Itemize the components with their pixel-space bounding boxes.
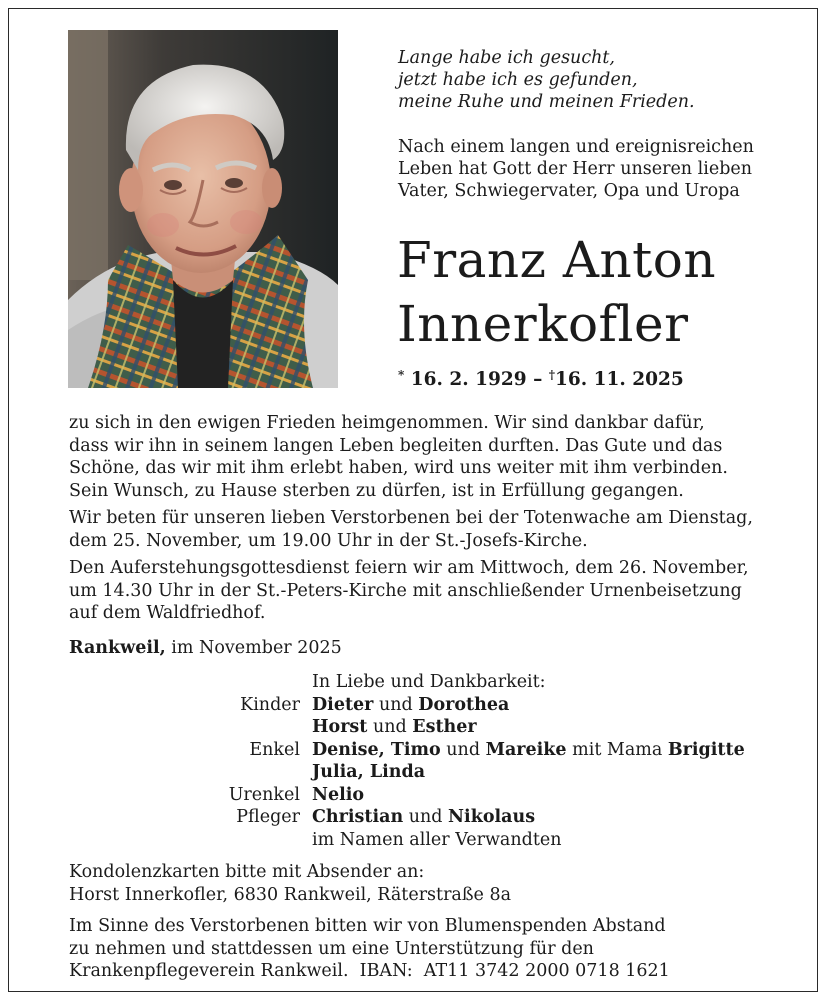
donation-line: zu nehmen und stattdessen um eine Unterstützung für den: [69, 938, 594, 959]
place-date: [69, 638, 342, 658]
intro-line: Vater, Schwiegervater, Opa und Uropa: [398, 181, 740, 201]
mourners-closing: im Namen aller Verwandten: [312, 829, 562, 850]
birth-date: 16. 2. 1929: [410, 369, 527, 390]
body-line: auf dem Waldfriedhof.: [69, 603, 266, 623]
mourner-row-enkel-2: [0, 761, 826, 784]
mourner-names: Julia, Linda: [312, 762, 426, 782]
role-label: Urenkel: [228, 784, 300, 805]
place-city: Rankweil,: [69, 638, 166, 658]
mourner-names: Denise, Timo und Mareike mit Mama Brigitte: [312, 739, 745, 760]
obituary-body: [69, 412, 759, 630]
role-label: Pfleger: [236, 807, 300, 827]
intro-text: [398, 136, 754, 202]
paragraph-service: [69, 557, 759, 625]
mourner-row-enkel: [0, 739, 826, 762]
poem-line: Lange habe ich gesucht,: [398, 48, 615, 68]
birth-symbol: *: [398, 368, 405, 382]
mourner-row-kinder-2: [0, 716, 826, 739]
death-symbol: †: [548, 368, 556, 382]
condolence-line: Kondolenzkarten bitte mit Absender an:: [69, 862, 425, 882]
body-line: Sein Wunsch, zu Hause sterben zu dürfen, ist in Erfüllung gegangen.: [69, 480, 684, 501]
intro-line: Nach einem langen und ereignisreichen: [398, 137, 754, 157]
body-line: Den Auferstehungsgottesdienst feiern wir am Mittwoch, dem 26. November,: [69, 558, 749, 578]
mourners-list: [0, 671, 826, 851]
condolence-address: Horst Innerkofler, 6830 Rankweil, Räterstraße 8a: [69, 884, 512, 905]
mourners-heading: In Liebe und Dankbarkeit:: [312, 672, 546, 692]
mourners-closing-row: [0, 829, 826, 852]
mourner-row-kinder: [0, 694, 826, 717]
poem: [398, 47, 695, 113]
life-dates: [398, 368, 684, 390]
footer-notes: [69, 861, 670, 983]
intro-line: Leben hat Gott der Herr unseren lieben: [398, 159, 753, 179]
mourner-names: Nelio: [312, 784, 365, 805]
mourner-row-pfleger: [0, 806, 826, 829]
donation-line: Im Sinne des Verstorbenen bitten wir von Blumenspenden Abstand: [69, 916, 666, 936]
mourner-names: Dieter und Dorothea: [312, 694, 510, 715]
first-name: Franz Anton: [397, 231, 717, 289]
mourner-names: Christian und Nikolaus: [312, 807, 536, 827]
body-line: zu sich in den ewigen Frieden heimgenommen. Wir sind dankbar dafür,: [69, 413, 705, 433]
death-date: 16. 11. 2025: [555, 369, 684, 390]
deceased-name: [397, 228, 716, 356]
body-line: dem 25. November, um 19.00 Uhr in der St.-Josefs-Kirche.: [69, 530, 588, 551]
poem-line: jetzt habe ich es gefunden,: [398, 70, 638, 90]
body-line: Wir beten für unseren lieben Verstorbenen bei der Totenwache am Dienstag,: [69, 508, 753, 528]
last-name: Innerkofler: [397, 295, 689, 353]
paragraph-wake: [69, 507, 759, 552]
paragraph-passing: [69, 412, 759, 502]
date-separator: –: [533, 369, 543, 390]
mourners-heading-row: [0, 671, 826, 694]
portrait-photo: [68, 30, 338, 388]
poem-line: meine Ruhe und meinen Frieden.: [398, 92, 695, 112]
donation-iban-line: Krankenpflegeverein Rankweil. IBAN: AT11 3742 2000 0718 1621: [69, 961, 670, 981]
mourner-names: Horst und Esther: [312, 717, 477, 737]
body-line: Schöne, das wir mit ihm erlebt haben, wird uns weiter mit ihm verbinden.: [69, 458, 728, 478]
role-label: Enkel: [249, 739, 300, 760]
body-line: dass wir ihn in seinem langen Leben begleiten durften. Das Gute und das: [69, 435, 723, 456]
place-month: im November 2025: [165, 638, 342, 658]
body-line: um 14.30 Uhr in der St.-Peters-Kirche mit anschließender Urnenbeisetzung: [69, 580, 742, 601]
role-label: Kinder: [240, 694, 300, 715]
mourner-row-urenkel: [0, 784, 826, 807]
